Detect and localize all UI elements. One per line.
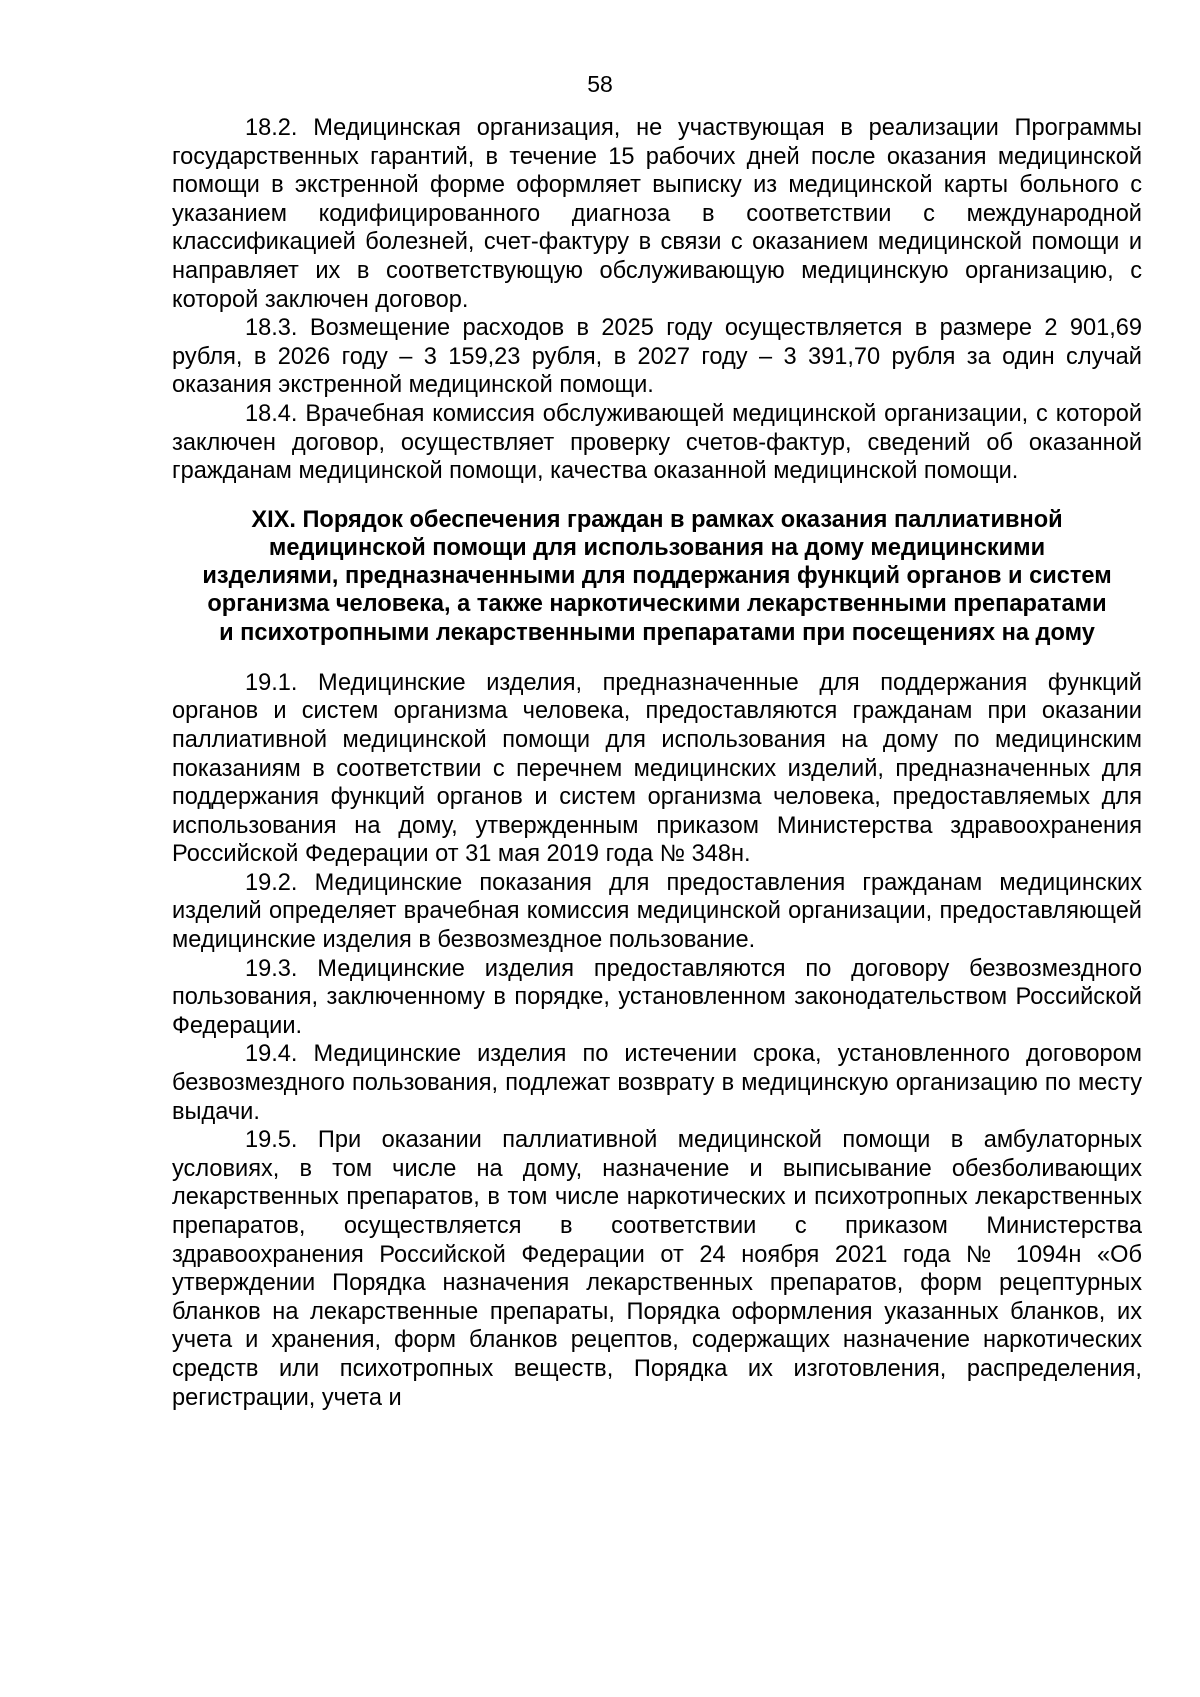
paragraph-19-2: 19.2. Медицинские показания для предоставления гражданам медицинских изделий определяет врачебная комиссия медицинской организации, предоставляющей медицинские изделия в безвозмездное пользование. — [172, 869, 1142, 954]
paragraph-19-1: 19.1. Медицинские изделия, предназначенные для поддержания функций органов и систем организма человека, предоставляются гражданам при оказании паллиативной медицинской помощи для использования на дому по медицинским показаниям в соответствии с перечнем медицинских изделий, предназначенных для поддержания функций органов и систем организма человека, предоставляемых для использования на дому, утвержденным приказом Министерства здравоохранения Российской Федерации от 31 мая 2019 года № 348н. — [172, 669, 1142, 868]
paragraph-19-4: 19.4. Медицинские изделия по истечении срока, установленного договором безвозмездного пользования, подлежат возврату в медицинскую организацию по месту выдачи. — [172, 1041, 1142, 1125]
paragraph-18-3: 18.3. Возмещение расходов в 2025 году осуществляется в размере 2 901,69 рубля, в 2026 году – 3 159,23 рубля, в 2027 году – 3 391,70 рубля за один случай оказания экстренной медицинской помощи. — [172, 315, 1142, 399]
document-body — [172, 114, 1142, 1412]
section-heading-xix: XIX. Порядок обеспечения граждан в рамках оказания паллиативной медицинской помощи для использования на дому медицинскими изделиями, предназначенными для поддержания функций органов и систем организма человека, а также наркотическими лекарственными препаратами и психотропными лекарственными препаратами при посещениях на дому — [202, 506, 1112, 646]
page-number: 58 — [587, 71, 613, 97]
paragraph-18-4: 18.4. Врачебная комиссия обслуживающей медицинской организации, с которой заключен договор, осуществляет проверку счетов-фактур, сведений об оказанной гражданам медицинской помощи, качества оказанной медицинской помощи. — [172, 400, 1142, 485]
paragraph-18-2: 18.2. Медицинская организация, не участвующая в реализации Программы государственных гарантий, в течение 15 рабочих дней после оказания медицинской помощи в экстренной форме оформляет выписку из медицинской карты больного с указанием кодифицированного диагноза в соответствии с международной классификацией болезней, счет-фактуру в связи с оказанием медицинской помощи и направляет их в соответствующую обслуживающую медицинскую организацию, с которой заключен договор. — [172, 115, 1142, 313]
paragraph-19-3: 19.3. Медицинские изделия предоставляются по договору безвозмездного пользования, заключенному в порядке, установленном законодательством Российской Федерации. — [172, 955, 1142, 1039]
paragraph-19-5: 19.5. При оказании паллиативной медицинской помощи в амбулаторных условиях, в том числе на дому, назначение и выписывание обезболивающих лекарственных препаратов, в том числе наркотических и психотропных лекарственных препаратов, осуществляется в соответствии с приказом Министерства здравоохранения Российской Федерации от 24 ноября 2021 года № 1094н «Об утверждении Порядка назначения лекарственных препаратов, форм рецептурных бланков на лекарственные препараты, Порядка оформления указанных бланков, их учета и хранения, форм бланков рецептов, содержащих назначение наркотических средств или психотропных веществ, Порядка их изготовления, распределения, регистрации, учета и — [172, 1127, 1142, 1411]
